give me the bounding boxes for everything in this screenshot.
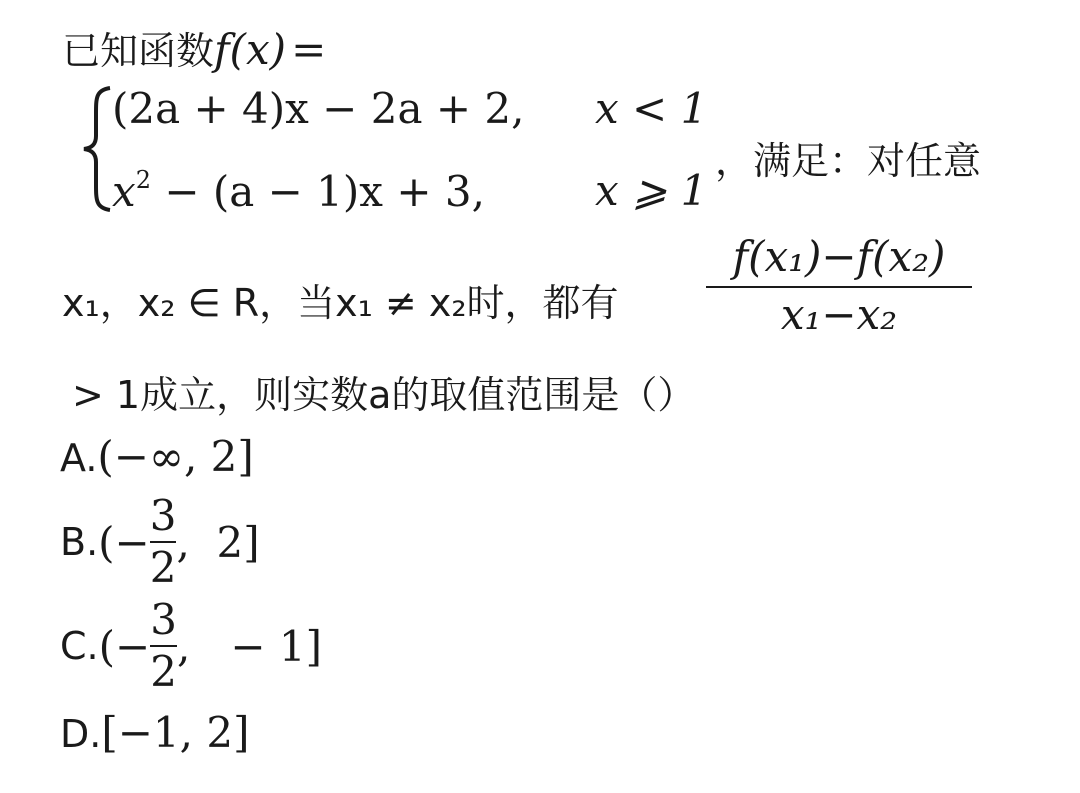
option-c[interactable] xyxy=(60,596,322,696)
option-b-close: , 2] xyxy=(176,517,260,567)
piece-1-condition: x < 1 xyxy=(595,84,708,133)
option-c-denominator: 2 xyxy=(150,647,177,696)
option-d[interactable] xyxy=(60,708,249,757)
option-b[interactable] xyxy=(60,492,260,592)
option-c-open: (− xyxy=(98,621,151,671)
fraction-bar xyxy=(706,286,972,288)
piece-2-exponent: 2 xyxy=(135,166,151,194)
option-c-label: C. xyxy=(60,624,99,668)
option-d-label: D. xyxy=(60,712,102,756)
piece-2-rest: − (a − 1)x + 3, xyxy=(150,167,485,216)
option-a[interactable] xyxy=(60,432,254,481)
equals-sign: = xyxy=(291,25,327,74)
question-line-1 xyxy=(62,20,326,75)
piece-2-expression xyxy=(112,166,485,216)
option-d-value: [−1, 2] xyxy=(101,708,250,757)
option-c-fraction xyxy=(150,594,177,696)
option-b-denominator: 2 xyxy=(149,543,177,592)
option-c-close: , − 1] xyxy=(176,621,322,671)
piece-2-condition: x ⩾ 1 xyxy=(595,166,708,215)
difference-quotient xyxy=(706,232,972,340)
option-b-fraction xyxy=(149,490,177,592)
left-brace-icon xyxy=(80,84,114,214)
condition-text: x₁，x₂ ∈ R，当x₁ ≠ x₂时，都有 xyxy=(62,281,619,325)
question-line-4: > 1成立，则实数a的取值范围是（） xyxy=(72,373,696,417)
piece-1-expression: (2a + 4)x − 2a + 2, xyxy=(112,84,525,133)
option-a-label: A. xyxy=(60,436,98,480)
piece-2-x: x xyxy=(112,167,136,216)
option-b-open: (− xyxy=(98,517,150,567)
function-name: f(x) xyxy=(214,25,287,74)
option-b-label: B. xyxy=(60,520,99,564)
satisfy-text: ，满足：对任意 xyxy=(715,139,982,183)
fraction-numerator: f(x₁)−f(x₂) xyxy=(732,232,946,281)
fraction-denominator: x₁−x₂ xyxy=(780,290,898,339)
option-c-numerator: 3 xyxy=(150,594,177,644)
intro-text: 已知函数 xyxy=(62,29,215,73)
option-b-numerator: 3 xyxy=(149,490,177,540)
option-a-value: (−∞, 2] xyxy=(97,432,254,481)
